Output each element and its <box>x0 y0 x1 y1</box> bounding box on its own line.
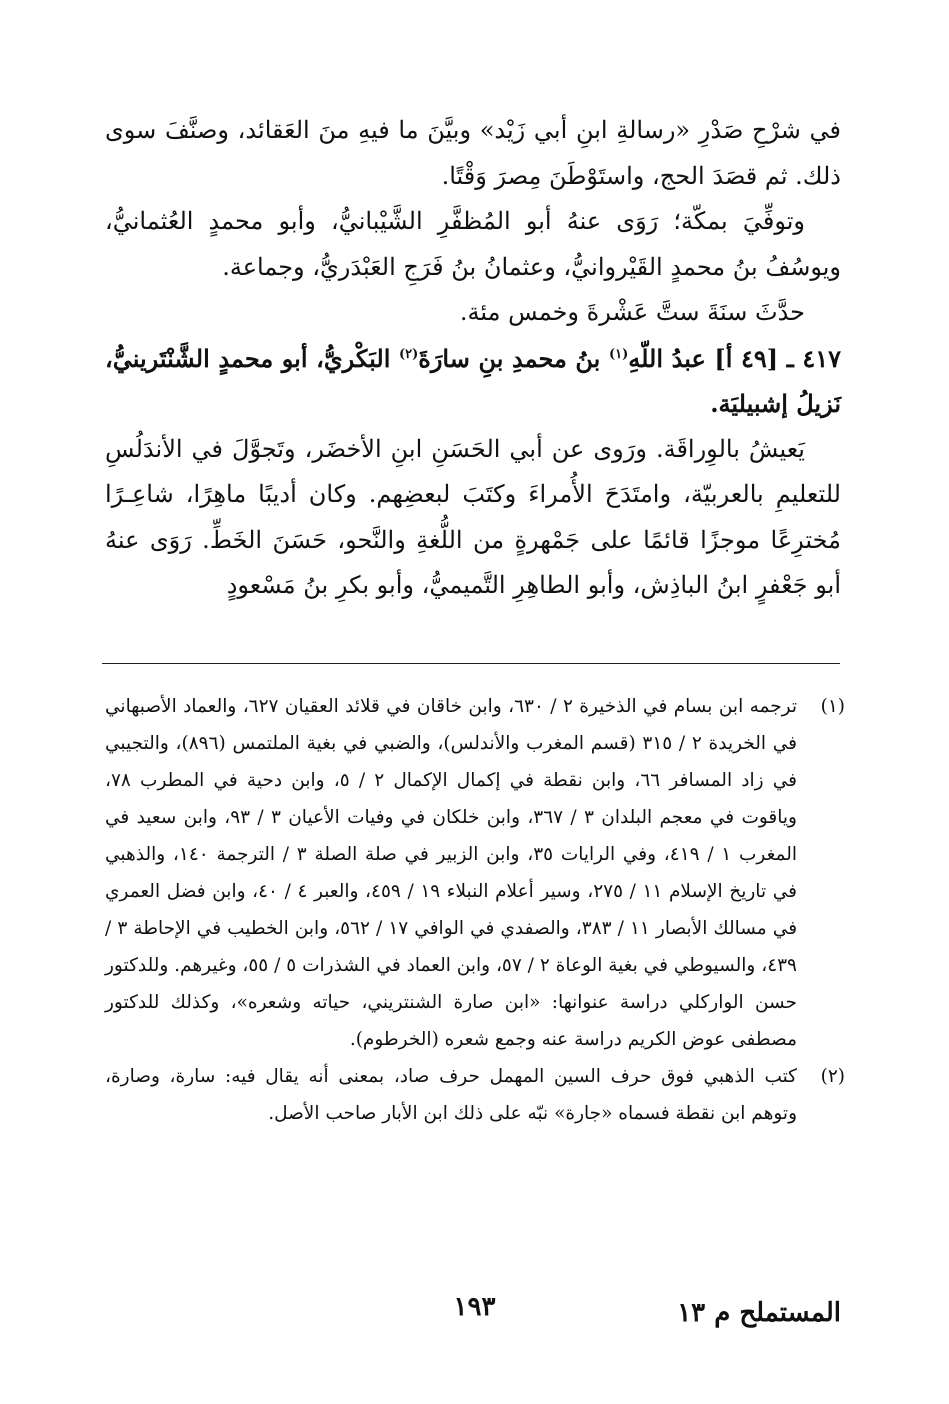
entry-number: ٤١٧ ـ [٤٩ أ] <box>714 343 842 373</box>
footnote-2 <box>105 1058 845 1132</box>
footnotes <box>105 688 845 1132</box>
entry-name-part-3: البَكْريُّ، أبو محمدٍ الشَّنْتَرينيُّ، نَزيلُ إشبيليَة. <box>105 343 841 418</box>
footnote-1 <box>105 688 845 1058</box>
page-number: ١٩٣ <box>453 1292 496 1322</box>
paragraph-2: وتوفِّيَ بمكّة؛ رَوَى عنهُ أبو المُظفَّرِ الشَّيْبانيُّ، وأبو محمدٍ العُثمانيُّ، ويوسُفُ بنُ محمدٍ القَيْروانيُّ، وعثمانُ بنُ فَرَجِ العَبْدَريُّ، وجماعة. <box>105 207 841 281</box>
paragraph-1: في شرْحِ صَدْرِ «رسالةِ ابنِ أبي زَيْد» وبيَّنَ ما فيهِ منَ العَقائد، وصنَّفَ سوى ذلك. ثم قصَدَ الحج، واستَوْطَنَ مِصرَ وَقْتًا. <box>105 116 841 190</box>
footnote-number: (٢) <box>820 1066 845 1087</box>
entry-name-part-2: بنُ محمدِ بنِ سارَةَ <box>418 343 601 373</box>
paragraph-3: حدَّثَ سنَةَ ستَّ عَشْرةَ وخمس مئة. <box>459 298 805 326</box>
entry-name-part-1: عبدُ اللّهِ <box>628 343 706 373</box>
footnote-text: ترجمه ابن بسام في الذخيرة ٢ / ٦٣٠، وابن خاقان في قلائد العقيان ٦٢٧، والعماد الأصبهاني في الخريدة ٢ / ٣١٥ (قسم المغرب والأندلس)، والضبي في بغية الملتمس (٨٩٦)، والتجيبي في زاد المسافر ٦٦، وابن نقطة في إكمال الإكمال ٢ / ٥، وابن دحية في المطرب ٧٨، وياقوت في معجم البلدان ٣ / ٣٦٧، وابن خلكان في وفيات الأعيان ٣ / ٩٣، وابن سعيد في المغرب ١ / ٤١٩، وفي الرايات ٣٥، وابن الزبير في صلة الصلة ٣ / الترجمة ١٤٠، والذهبي في تاريخ الإسلام ١١ / ٢٧٥، وسير أعلام النبلاء ١٩ / ٤٥٩، والعبر ٤ / ٤٠، وابن فضل العمري في مسالك الأبصار ١١ / ٣٨٣، والصفدي في الوافي ١٧ / ٥٦٢، وابن الخطيب في الإحاطة ٣ / ٤٣٩، والسيوطي في بغية الوعاة ٢ / ٥٧، وابن العماد في الشذرات ٥ / ٥٥، وغيرهم. وللدكتور حسن الواركلي دراسة عنوانها: «ابن صارة الشنتريني، حياته وشعره»، وكذلك للدكتور مصطفى عوض الكريم دراسة عنه وجمع شعره (الخرطوم). <box>105 696 798 1050</box>
footnote-ref-2[interactable]: (٢) <box>398 346 419 362</box>
footnote-separator <box>102 663 840 664</box>
main-text <box>105 108 841 609</box>
page-footer <box>0 1288 949 1338</box>
footnote-text: كتب الذهبي فوق حرف السين المهمل حرف صاد، بمعنى أنه يقال فيه: سارة، وصارة، وتوهم ابن نقطة فسماه «جارة» نبّه على ذلك ابن الأبار صاحب الأصل. <box>105 1066 797 1124</box>
footnote-number: (١) <box>820 696 845 717</box>
footnote-ref-1[interactable]: (١) <box>608 346 629 362</box>
signature-mark: المستملح م ١٣ <box>677 1298 841 1328</box>
paragraph-4: يَعيشُ بالوِراقَة. ورَوى عن أبي الحَسَنِ ابنِ الأخضَر، وتَجوَّلَ في الأندَلُسِ للتعليمِ بالعربيّة، وامتَدَحَ الأُمراءَ وكتَبَ لبعضِهم. وكان أديبًا ماهِرًا، شاعِـرًا مُخترِعًا موجزًا قائمًا على جَمْهرةٍ من اللُّغةِ والنَّحو، حَسَنَ الخَطِّ. رَوَى عنهُ أبو جَعْفرٍ ابنُ الباذِش، وأبو الطاهِرِ التَّميميُّ، وأبو بكرِ بنُ مَسْعودٍ <box>105 434 841 599</box>
entry-heading <box>105 336 841 427</box>
